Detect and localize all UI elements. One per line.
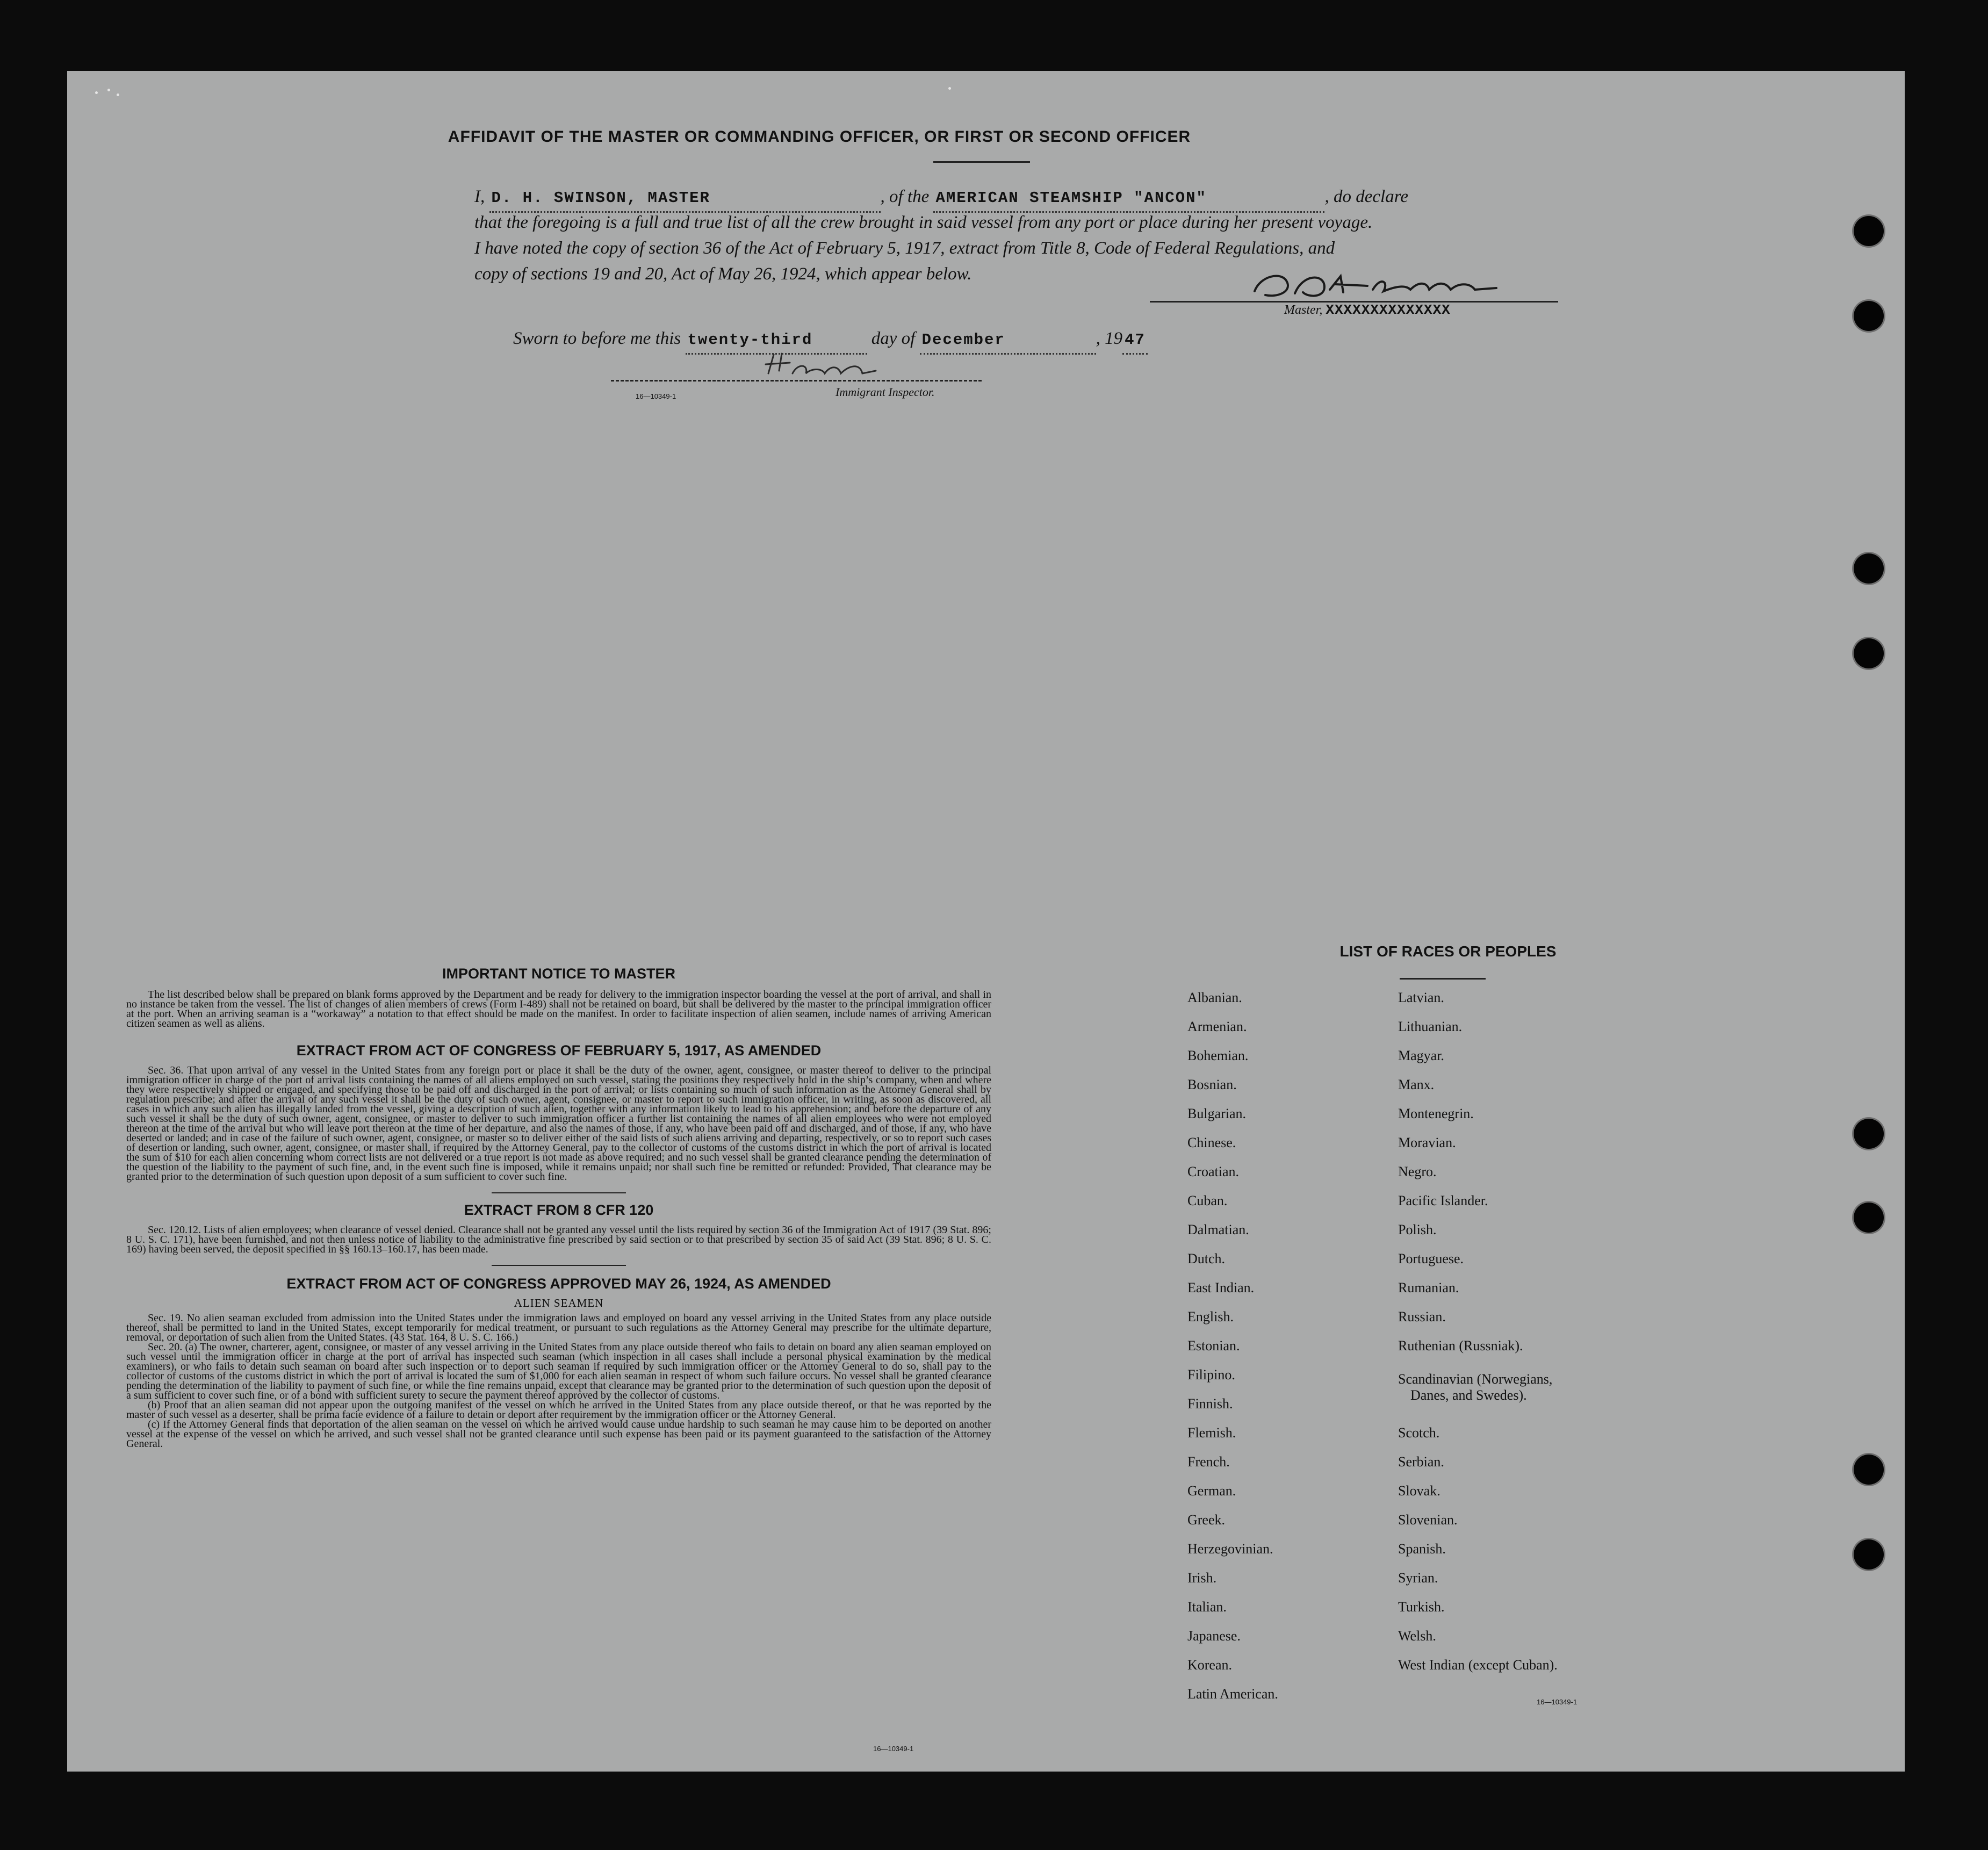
alien-seamen-subtitle: ALIEN SEAMEN <box>514 1297 604 1309</box>
extract-1924-sec20b: (b) Proof that an alien seaman did not appear upon the outgoing manifest of the vessel on which he arrived in the United States from any place outside thereof, or that he was reported by the master of such vessel as a deserter, shall be prima facie evidence of a failure to detain or deport after requirement by the immigration officer or the Attorney General. <box>126 1399 991 1421</box>
race-item: Dutch. <box>1187 1251 1226 1266</box>
scan-speck <box>948 87 951 90</box>
extract-cfr-text: Sec. 120.12. Lists of alien employees; when clearance of vessel denied. Clearance shall not be granted any vessel until the lists required by section 36 of the Immigration Act of 1917 (39 Stat. 896; 8 U. S. C. 171), have been furnished, and not then unless notice of liability to the administrative fine prescribed by said section or to that prescribed by section 35 of said Act (39 Stat. 896; 8 U. S. C. 169) having been served, the deposit specified in §§ 160.13–160.17, has been made. <box>126 1224 991 1255</box>
sworn-prefix: Sworn to before me this <box>513 329 681 348</box>
sworn-year-prefix: , 19 <box>1096 329 1123 348</box>
sworn-year-field: 47 <box>1122 327 1148 355</box>
race-item: Lithuanian. <box>1398 1019 1463 1034</box>
master-title-label <box>1284 302 1451 318</box>
race-item: Latin American. <box>1187 1686 1278 1702</box>
race-item: Albanian. <box>1187 990 1242 1005</box>
punch-hole <box>1854 301 1884 331</box>
race-item: Danes, and Swedes). <box>1410 1387 1527 1403</box>
race-item: Syrian. <box>1398 1570 1438 1586</box>
extract-1924-sec20c: (c) If the Attorney General finds that deportation of the alien seaman on the vessel on which he arrived would cause undue hardship to such seaman he may cause him to be deported on another vessel at the expense of the vessel on which he arrived, and such vessel shall not be granted clearance until such expense has been paid or its payment guaranteed to the satisfaction of the Attorney General. <box>126 1419 991 1450</box>
punch-hole <box>1854 216 1884 246</box>
race-item: Scandinavian (Norwegians, <box>1398 1371 1553 1387</box>
race-item: English. <box>1187 1309 1234 1324</box>
affidavit-line-3: I have noted the copy of section 36 of the Act of February 5, 1917, extract from Title 8, Code of Federal Regulations, and <box>474 239 1335 258</box>
vessel-name-field: AMERICAN STEAMSHIP "ANCON" <box>933 185 1324 213</box>
race-item: Portuguese. <box>1398 1251 1464 1266</box>
race-item: Latvian. <box>1398 990 1444 1005</box>
master-label-text: Master, <box>1284 303 1323 317</box>
race-item: Dalmatian. <box>1187 1222 1249 1237</box>
races-title-rule <box>1400 978 1486 980</box>
affidavit-line-2: that the foregoing is a full and true list of all the crew brought in said vessel from any port or place during her present voyage. <box>474 213 1373 232</box>
race-item: Polish. <box>1398 1222 1437 1237</box>
inspector-signature <box>758 349 897 381</box>
affidavit-title: AFFIDAVIT OF THE MASTER OR COMMANDING OFFICER, OR FIRST OR SECOND OFFICER <box>448 128 1191 146</box>
affidavit-line-1-middle: , of the <box>880 187 930 206</box>
race-item: Armenian. <box>1187 1019 1247 1034</box>
master-name-field: D. H. SWINSON, MASTER <box>489 185 881 213</box>
section-rule <box>492 1265 626 1266</box>
race-item: Pacific Islander. <box>1398 1193 1488 1208</box>
punch-hole <box>1854 1203 1884 1233</box>
race-item: Bosnian. <box>1187 1077 1237 1092</box>
race-item: East Indian. <box>1187 1280 1255 1295</box>
notice-text: The list described below shall be prepared on blank forms approved by the Department and be ready for delivery to the immigration inspector boarding the vessel at the port of arrival, and shall in no instance be taken from the vessel. The list of changes of alien members of crews (Form I-489) shall not be retained on board, but shall be delivered by the master to the principal immigration officer at the port. When an arriving seaman is a “workaway” a notation to that effect should be made on the manifest. In order to facilitate inspection of alien seamen, include names of arriving American citizen seamen as well as aliens. <box>126 989 991 1030</box>
sworn-line <box>513 326 1598 355</box>
extract-cfr-title: EXTRACT FROM 8 CFR 120 <box>464 1202 654 1218</box>
race-item: Finnish. <box>1187 1396 1233 1412</box>
scan-speck <box>117 93 119 96</box>
affidavit-line-1-prefix: I, <box>474 187 485 206</box>
race-item: Italian. <box>1187 1599 1227 1615</box>
race-item: Chinese. <box>1187 1135 1236 1150</box>
extract-1917-text: Sec. 36. That upon arrival of any vessel in the United States from any foreign port or place it shall be the duty of the owner, agent, consignee, or master thereof to deliver to the principal immigration officer in charge of the port of arrival lists containing the names of all aliens employed on such vessel, stating the positions they respectively hold in the ship’s company, when and where they were respectively shipped or engaged, and specifying those to be paid off and discharged in the port of arrival; or lists containing so much of such information as the Attorney General shall by regulation prescribe; and after the arrival of any such vessel it shall be the duty of such owner, agent, consignee, or master to report to such immigration officer, in writing, as soon as discovered, all cases in which any such alien has illegally landed from the vessel, giving a description of such alien, together with any information likely to lead to his apprehension; and before the departure of any such vessel it shall be the duty of such owner, agent, consignee, or master to deliver to such immigration officer a further list containing the names of all alien employees who were not employed thereon at the time of the arrival but who will leave port thereon at the time of her departure, and also the names of those, if any, who have been paid off and discharged, and of those, if any, who have deserted or landed; and in case of the failure of such owner, agent, consignee, or master so to deliver either of the said lists of such aliens arriving and departing, respectively, or so to report such cases of desertion or landing, such owner, agent, consignee, or master shall, if required by the Attorney General, pay to the collector of customs of the customs district in which the port of arrival is located the sum of $10 for each alien concerning whom correct lists are not delivered or a true report is not made as above required; and no such vessel shall be granted clearance pending the determination of the question of the liability to the payment of such fine, and, in the event such fine is imposed, while it remains unpaid; nor shall such fine be remitted or refunded: Provided, That clearance may be granted prior to the determination of such question upon deposit of a sum sufficient to cover such fine. <box>126 1064 991 1183</box>
form-number: 16—10349-1 <box>1537 1698 1578 1706</box>
race-item: Negro. <box>1398 1164 1437 1179</box>
race-item: Welsh. <box>1398 1628 1436 1644</box>
punch-hole <box>1854 638 1884 668</box>
form-number: 16—10349-1 <box>636 392 676 400</box>
race-item: Rumanian. <box>1398 1280 1459 1295</box>
races-title: LIST OF RACES OR PEOPLES <box>1339 943 1557 960</box>
master-signature <box>1244 265 1523 306</box>
punch-hole <box>1854 1119 1884 1149</box>
race-item: Estonian. <box>1187 1338 1240 1354</box>
title-rule <box>933 161 1030 163</box>
race-item: Scotch. <box>1398 1425 1440 1441</box>
inspector-signature-line <box>611 380 982 381</box>
race-item: Ruthenian (Russniak). <box>1398 1338 1523 1354</box>
extract-1917-title: EXTRACT FROM ACT OF CONGRESS OF FEBRUARY 5, 1917, AS AMENDED <box>296 1042 822 1059</box>
notice-title: IMPORTANT NOTICE TO MASTER <box>442 966 675 982</box>
race-item: Russian. <box>1398 1309 1446 1324</box>
sworn-month-field: December <box>920 327 1096 355</box>
race-item: Serbian. <box>1398 1454 1444 1470</box>
sworn-day-field: twenty-third <box>686 327 867 355</box>
race-item: Japanese. <box>1187 1628 1241 1644</box>
race-item: Flemish. <box>1187 1425 1236 1441</box>
extract-1924-sec19: Sec. 19. No alien seaman excluded from admission into the United States under the immigration laws and employed on board any vessel arriving in the United States from any place outside thereof, shall be permitted to land in the United States, except temporarily for medical treatment, or pursuant to such regulations as the Attorney General may prescribe for the ultimate departure, removal, or deportation of such alien from the United States. (43 Stat. 164, 8 U. S. C. 166.) <box>126 1312 991 1343</box>
race-item: German. <box>1187 1483 1236 1499</box>
form-number: 16—10349-1 <box>873 1745 914 1753</box>
sworn-middle: day of <box>871 329 916 348</box>
race-item: Spanish. <box>1398 1541 1446 1557</box>
affidavit-line-1-suffix: , do declare <box>1324 187 1408 206</box>
section-rule <box>492 1192 626 1193</box>
extract-1924-title: EXTRACT FROM ACT OF CONGRESS APPROVED MAY 26, 1924, AS AMENDED <box>286 1276 831 1292</box>
punch-hole <box>1854 553 1884 584</box>
race-item: Moravian. <box>1398 1135 1456 1150</box>
punch-hole <box>1854 1539 1884 1570</box>
race-item: Bohemian. <box>1187 1048 1249 1063</box>
race-item: Slovenian. <box>1398 1512 1458 1528</box>
race-item: Filipino. <box>1187 1367 1235 1383</box>
race-item: French. <box>1187 1454 1230 1470</box>
inspector-label: Immigrant Inspector. <box>835 385 935 399</box>
extract-1924-sec20a: Sec. 20. (a) The owner, charterer, agent, consignee, or master of any vessel arriving in the United States from any place outside thereof who fails to detain on board any alien seaman employed on such vessel until the immigration officer in charge at the port of arrival has inspected such seaman (which inspection in all cases shall include a personal physical examination by the medical examiners), or who fails to detain such seaman on board after such inspection or to deport such seaman if required by such immigration officer or the Attorney General to do so, shall pay to the collector of customs of the customs district in which the port of arrival is located the sum of $1,000 for each alien seaman in respect of whom such failure occurs. No vessel shall be granted clearance pending the determination of the liability to payment of such fine, or while the fine remains unpaid, except that clearance may be granted prior to the determination of such question upon the deposit of a sum sufficient to cover such fine, or of a bond with sufficient surety to secure the payment thereof approved by the collector of customs. <box>126 1341 991 1401</box>
race-item: Magyar. <box>1398 1048 1444 1063</box>
notice-column <box>126 966 991 1449</box>
punch-hole <box>1854 1455 1884 1485</box>
race-item: Slovak. <box>1398 1483 1440 1499</box>
affidavit-line-4: copy of sections 19 and 20, Act of May 26, 1924, which appear below. <box>474 264 972 284</box>
race-item: West Indian (except Cuban). <box>1398 1657 1558 1673</box>
race-item: Turkish. <box>1398 1599 1445 1615</box>
race-item: Cuban. <box>1187 1193 1228 1208</box>
document-page <box>67 71 1905 1772</box>
race-item: Irish. <box>1187 1570 1217 1586</box>
race-item: Manx. <box>1398 1077 1435 1092</box>
race-item: Greek. <box>1187 1512 1226 1528</box>
race-item: Bulgarian. <box>1187 1106 1247 1121</box>
affidavit-line-1 <box>474 184 1560 213</box>
race-item: Korean. <box>1187 1657 1233 1673</box>
scan-speck <box>107 89 110 91</box>
struck-out-title: XXXXXXXXXXXXXX <box>1326 302 1451 318</box>
race-item: Montenegrin. <box>1398 1106 1474 1121</box>
race-item: Herzegovinian. <box>1187 1541 1273 1557</box>
scan-speck <box>95 91 98 94</box>
race-item: Croatian. <box>1187 1164 1240 1179</box>
